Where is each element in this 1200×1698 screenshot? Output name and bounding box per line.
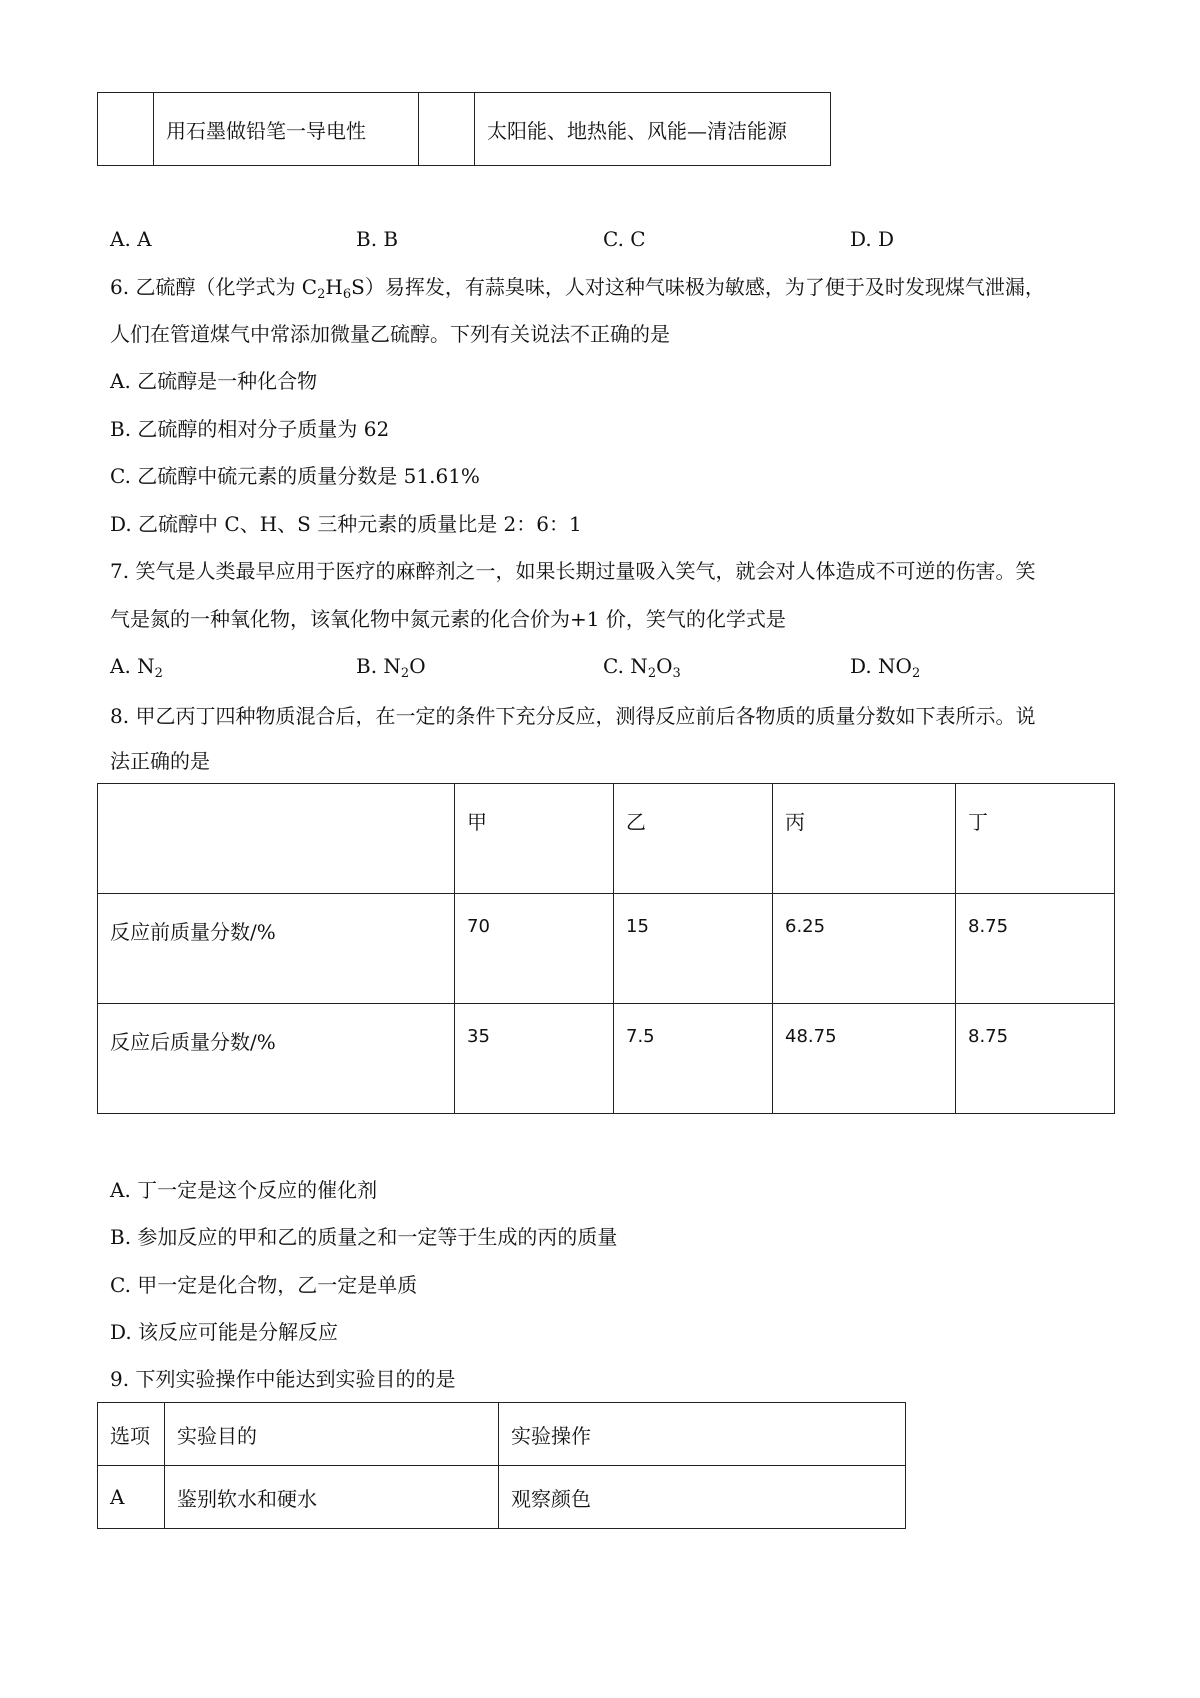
table-row [98, 894, 1115, 1004]
q9-table [97, 1402, 906, 1529]
table-cell: 70 [455, 894, 614, 1004]
table-header-cell: 实验操作 [499, 1403, 906, 1466]
q8-option-c: C. 甲一定是化合物，乙一定是单质 [110, 1273, 418, 1297]
q6-option-d: D. 乙硫醇中 C、H、S 三种元素的质量比是 2：6：1 [110, 512, 582, 536]
q7-option-c: C. $N_2O_3$ [603, 654, 681, 681]
q5-option-c: C. C [603, 227, 646, 251]
q7-stem-line1: 7. 笑气是人类最早应用于医疗的麻醉剂之一，如果长期过量吸入笑气，就会对人体造成不可逆的伤害。笑 [110, 559, 1036, 583]
table-cell: 8.75 [956, 894, 1115, 1004]
q6-option-a: A. 乙硫醇是一种化合物 [110, 369, 318, 393]
table-header-row [98, 1403, 906, 1466]
q8-option-d: D. 该反应可能是分解反应 [110, 1320, 339, 1344]
table-header-cell: 乙 [614, 784, 773, 894]
table-cell: 15 [614, 894, 773, 1004]
q5-option-a: A. A [110, 227, 152, 251]
q7-option-b: B. $N_2O$ [356, 654, 426, 681]
q7-stem-line2: 气是氮的一种氧化物，该氧化物中氮元素的化合价为+1 价，笑气的化学式是 [110, 607, 786, 631]
table-header-cell: 丙 [773, 784, 956, 894]
q8-stem-line1: 8. 甲乙丙丁四种物质混合后，在一定的条件下充分反应，测得反应前后各物质的质量分数如下表所示。说 [110, 704, 1036, 728]
table-cell: 35 [455, 1004, 614, 1114]
table-header-cell: 实验目的 [165, 1403, 499, 1466]
table-row [98, 1004, 1115, 1114]
table-cell: 8.75 [956, 1004, 1115, 1114]
table-header-cell [98, 784, 455, 894]
q8-option-b: B. 参加反应的甲和乙的质量之和一定等于生成的丙的质量 [110, 1225, 618, 1249]
q6-stem-line2: 人们在管道煤气中常添加微量乙硫醇。下列有关说法不正确的是 [110, 322, 670, 346]
table-row [98, 1466, 906, 1529]
table-header-row [98, 784, 1115, 894]
table-header-cell: 甲 [455, 784, 614, 894]
table-cell: 观察颜色 [499, 1466, 906, 1529]
table-cell: 太阳能、地热能、风能—清洁能源 [475, 93, 831, 166]
table-header-cell: 丁 [956, 784, 1115, 894]
q5-option-b: B. B [356, 227, 399, 251]
q6-option-c: C. 乙硫醇中硫元素的质量分数是 51.61% [110, 464, 480, 488]
table-cell: 反应前质量分数/% [98, 894, 455, 1004]
q6-stem-line1: 6. 乙硫醇（化学式为 $C_2H_6S$）易挥发，有蒜臭味，人对这种气味极为敏感，为了便于及时发现煤气泄漏， [110, 275, 1045, 302]
q8-option-a: A. 丁一定是这个反应的催化剂 [110, 1178, 378, 1202]
q5-table [97, 92, 831, 166]
table-row [98, 93, 831, 166]
q7-option-d: D. $NO_2$ [850, 654, 921, 681]
q8-data-table [97, 783, 1115, 1114]
q9-stem: 9. 下列实验操作中能达到实验目的的是 [110, 1367, 456, 1391]
table-cell: A [98, 1466, 165, 1529]
table-cell: 反应后质量分数/% [98, 1004, 455, 1114]
table-cell: 7.5 [614, 1004, 773, 1114]
table-cell: 鉴别软水和硬水 [165, 1466, 499, 1529]
q8-stem-line2: 法正确的是 [110, 749, 210, 773]
q7-option-a: A. $N_2$ [110, 654, 163, 681]
table-cell [98, 93, 154, 166]
q6-option-b: B. 乙硫醇的相对分子质量为 62 [110, 417, 390, 441]
table-cell: 用石墨做铅笔一导电性 [154, 93, 419, 166]
table-header-cell: 选项 [98, 1403, 165, 1466]
table-cell: 48.75 [773, 1004, 956, 1114]
q5-option-d: D. D [850, 227, 895, 251]
table-cell: 6.25 [773, 894, 956, 1004]
table-cell [419, 93, 475, 166]
